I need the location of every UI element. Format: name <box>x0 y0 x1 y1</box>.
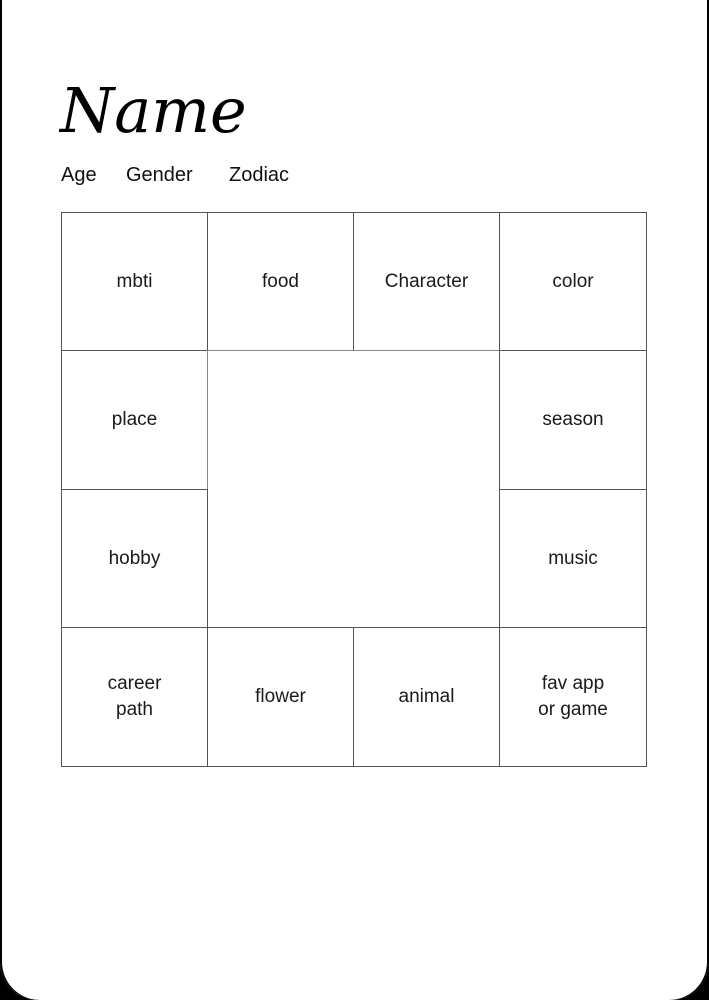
cell-fav-app: fav app or game <box>499 627 647 767</box>
name-title: Name <box>60 74 247 147</box>
cell-animal: animal <box>353 627 500 767</box>
cell-season: season <box>499 350 647 490</box>
meta-row <box>61 164 289 187</box>
age-label: Age <box>61 164 97 186</box>
cell-mbti: mbti <box>61 212 208 351</box>
cell-hobby: hobby <box>61 489 208 628</box>
cell-color: color <box>499 212 647 351</box>
gender-label: Gender <box>126 164 193 186</box>
cell-place: place <box>61 350 208 490</box>
cell-character: Character <box>353 212 500 351</box>
cell-food: food <box>207 212 354 351</box>
cell-music: music <box>499 489 647 628</box>
cell-flower: flower <box>207 627 354 767</box>
cell-career-path: career path <box>61 627 208 767</box>
zodiac-label: Zodiac <box>229 164 290 186</box>
profile-grid <box>61 212 646 766</box>
center-empty-box <box>207 350 500 628</box>
